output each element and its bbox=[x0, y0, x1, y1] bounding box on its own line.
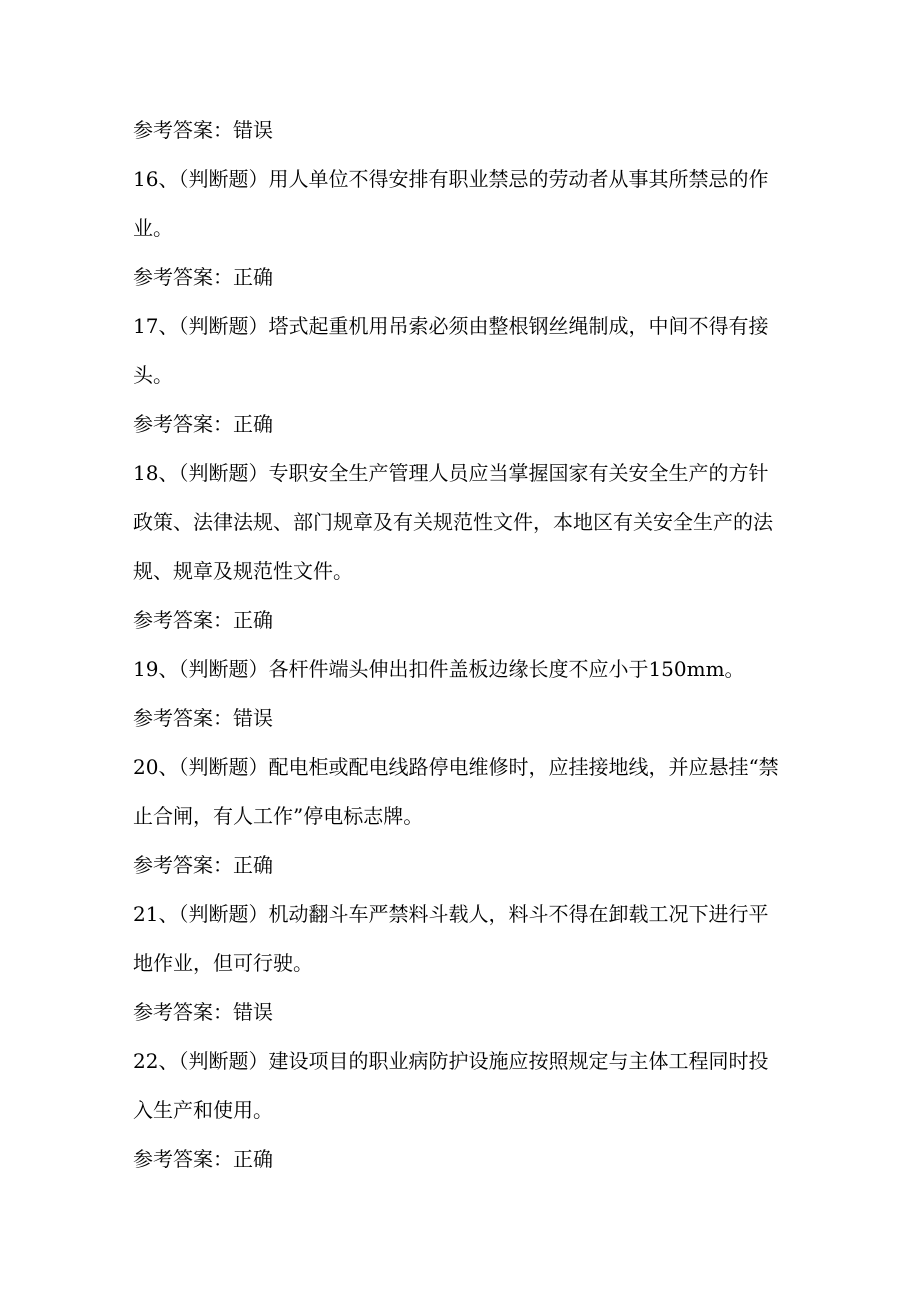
answer-line: 参考答案：正确 bbox=[133, 608, 273, 632]
question-22: 22、（判断题）建设项目的职业病防护设施应按照规定与主体工程同时投入生产和使用。 bbox=[133, 1049, 769, 1122]
question-20: 20、（判断题）配电柜或配电线路停电维修时，应挂接地线，并应悬挂“禁止合闸，有人工作”停电标志牌。 bbox=[133, 755, 779, 828]
answer-line: 参考答案：错误 bbox=[133, 118, 273, 142]
answer-line: 参考答案：正确 bbox=[133, 412, 273, 436]
question-18: 18、（判断题）专职安全生产管理人员应当掌握国家有关安全生产的方针政策、法律法规、部门规章及有关规范性文件，本地区有关安全生产的法规、规章及规范性文件。 bbox=[133, 461, 773, 583]
question-17: 17、（判断题）塔式起重机用吊索必须由整根钢丝绳制成，中间不得有接头。 bbox=[133, 314, 769, 387]
answer-line: 参考答案：错误 bbox=[133, 1000, 273, 1024]
answer-line: 参考答案：正确 bbox=[133, 1147, 273, 1171]
document-page bbox=[133, 106, 788, 1184]
answer-line: 参考答案：正确 bbox=[133, 853, 273, 877]
question-19: 19、（判断题）各杆件端头伸出扣件盖板边缘长度不应小于150mm。 bbox=[133, 657, 745, 681]
question-21: 21、（判断题）机动翻斗车严禁料斗载人，料斗不得在卸载工况下进行平地作业，但可行驶。 bbox=[133, 902, 769, 975]
answer-line: 参考答案：正确 bbox=[133, 265, 273, 289]
answer-line: 参考答案：错误 bbox=[133, 706, 273, 730]
question-16: 16、（判断题）用人单位不得安排有职业禁忌的劳动者从事其所禁忌的作业。 bbox=[133, 167, 769, 240]
